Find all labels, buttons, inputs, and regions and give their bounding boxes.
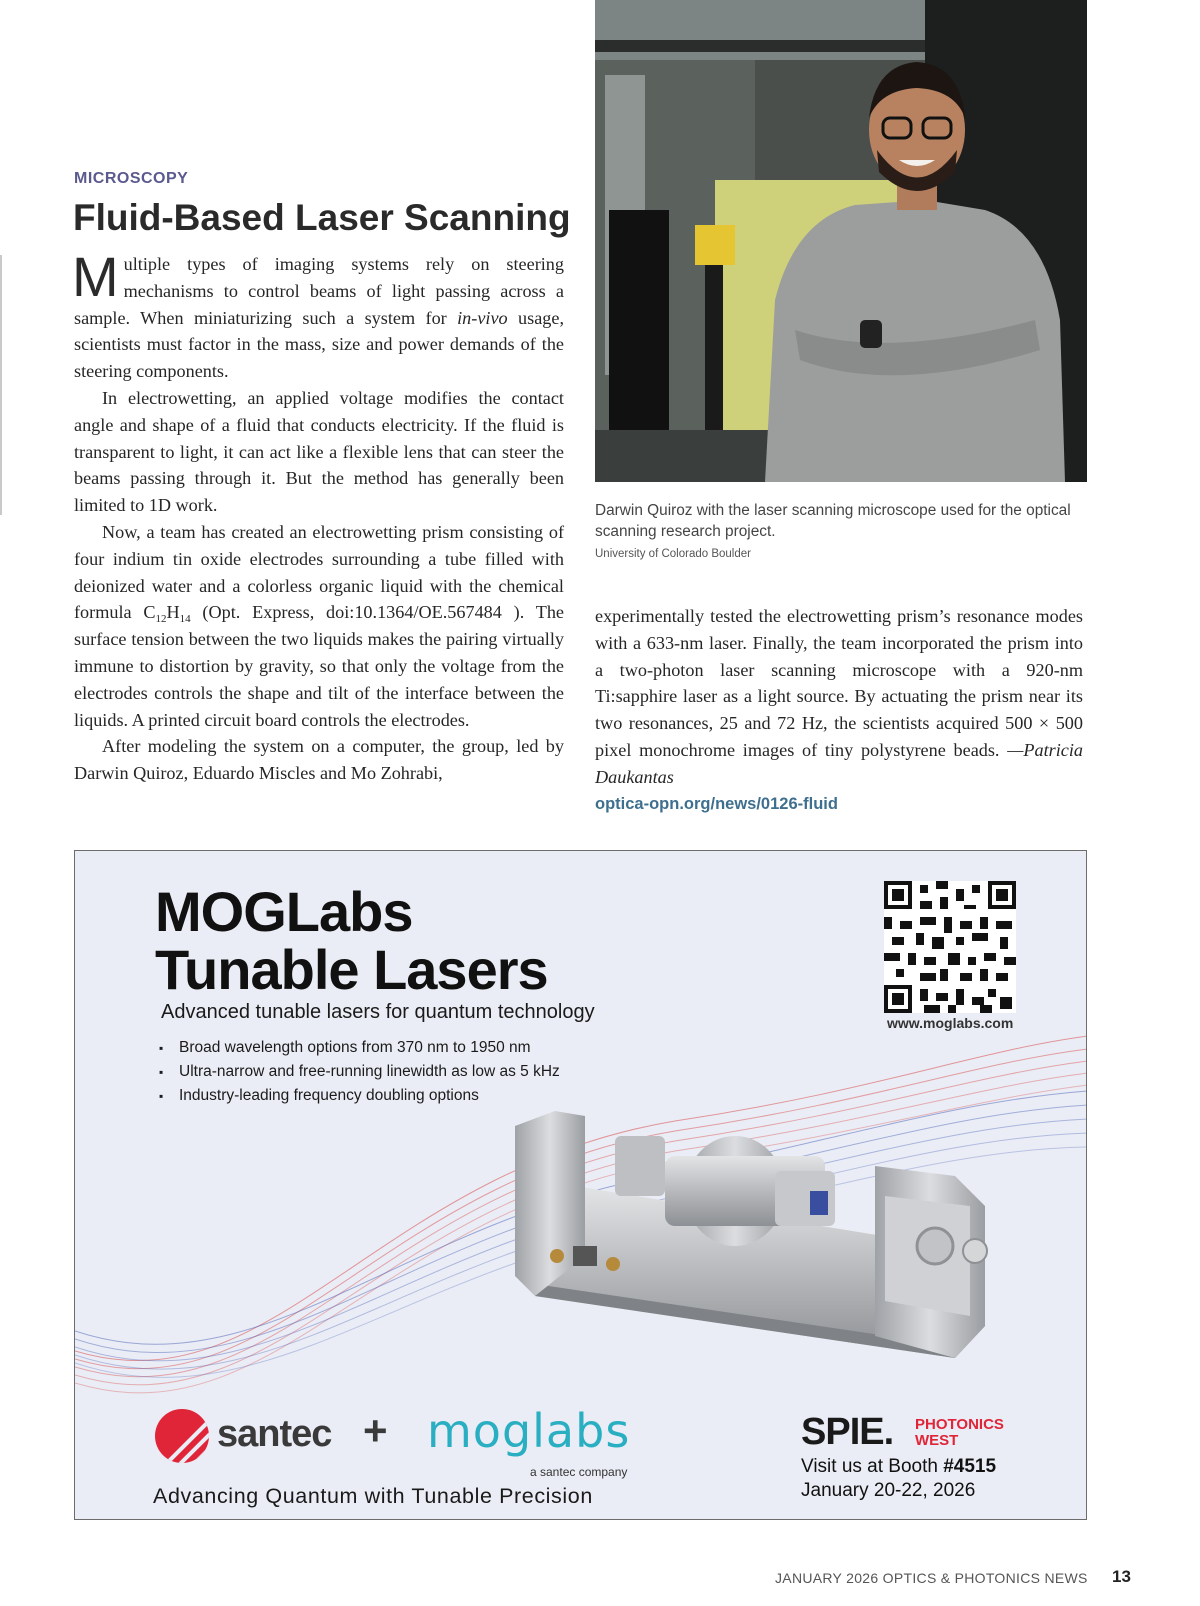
santec-logo-icon — [153, 1407, 211, 1465]
event-dates: January 20-22, 2026 — [801, 1480, 976, 1501]
page-edge-marker — [0, 255, 2, 515]
paragraph-5: experimentally tested the electrowetting prism’s resonance modes with a 633-nm laser. Finally, the team incorporated the prism into a two-photon laser scanning microscope with a 920-nm Ti:sapphire laser as a light source. By actuating the prism near its two resonances, 25 and 72 Hz, the scientists acquired 500 × 500 pixel monochrome images of tiny polystyrene beads. —Patricia Daukantas — [595, 606, 1083, 787]
drop-cap: M — [72, 245, 119, 308]
moglabs-wordmark: moglabs — [427, 1404, 631, 1458]
ad-headline: MOGLabs Tunable Lasers — [155, 880, 548, 1001]
paragraph-1: Multiple types of imaging systems rely on steering mechanisms to control beams of light passing across a sample. When miniaturizing such a system for in-vivo usage, scientists must factor in the mass, size and power demands of the steering components. — [72, 245, 564, 382]
santec-wordmark: santec — [217, 1413, 332, 1455]
page-number: 13 — [1112, 1567, 1131, 1586]
ad-website-link[interactable]: www.moglabs.com — [887, 1015, 1014, 1031]
photo-caption: Darwin Quiroz with the laser scanning microscope used for the optical scanning research project. — [595, 502, 1071, 540]
byline: —Patricia Daukantas — [595, 739, 1083, 787]
article-column-right — [595, 603, 1083, 817]
paragraph-2: In electrowetting, an applied voltage modifies the contact angle and shape of a fluid that conducts electricity. If the fluid is transparent to light, it can act like a flexible lens that can steer the beams passing through it. But the method has generally been limited to 1D work. — [74, 387, 564, 516]
ad-subtitle: Advanced tunable lasers for quantum technology — [161, 1001, 595, 1023]
list-item: ▪ Industry-leading frequency doubling options — [159, 1084, 560, 1108]
list-item: ▪ Ultra-narrow and free-running linewidth as low as 5 kHz — [159, 1060, 560, 1084]
moglabs-advertisement — [74, 850, 1087, 1520]
section-label: MICROSCOPY — [74, 170, 189, 187]
magazine-footer: JANUARY 2026 OPTICS & PHOTONICS NEWS — [775, 1570, 1088, 1586]
spie-logo: SPIE. — [801, 1411, 894, 1453]
article-title: Fluid-Based Laser Scanning — [73, 197, 571, 238]
tunable-laser-product-image — [515, 1096, 1015, 1366]
ad-feature-list — [159, 1036, 560, 1108]
paragraph-4: After modeling the system on a computer, the group, led by Darwin Quiroz, Eduardo Miscles and Mo Zohrabi, — [74, 736, 564, 784]
plus-sign: + — [363, 1407, 388, 1454]
ad-tagline: Advancing Quantum with Tunable Precision — [153, 1484, 593, 1508]
researcher-photo — [595, 0, 1087, 482]
booth-info: Visit us at Booth #4515 — [801, 1456, 997, 1477]
list-item: ▪ Broad wavelength options from 370 nm to 1950 nm — [159, 1036, 560, 1060]
moglabs-tagline: a santec company — [530, 1465, 628, 1479]
article-column-left — [72, 245, 564, 787]
paragraph-3: Now, a team has created an electrowetting prism consisting of four indium tin oxide electrodes surrounding a tube filled with deionized water and a colorless organic liquid with the chemical formula $C_{12}H_{14}$ (Opt. Express, doi:10.1364/OE.567484 ). The surface tension between the two liquids makes the pairing virtually immune to distortion by gravity, so that only the voltage from the electrodes controls the shape and tilt of the interface between the liquids. A printed circuit board controls the electrodes. — [74, 521, 564, 730]
qr-code-icon[interactable] — [884, 881, 1016, 1013]
article-link[interactable]: optica-opn.org/news/0126-fluid — [595, 794, 838, 813]
photo-credit: University of Colorado Boulder — [595, 548, 751, 560]
photonics-west-logo: PHOTONICS WEST — [915, 1416, 1004, 1449]
